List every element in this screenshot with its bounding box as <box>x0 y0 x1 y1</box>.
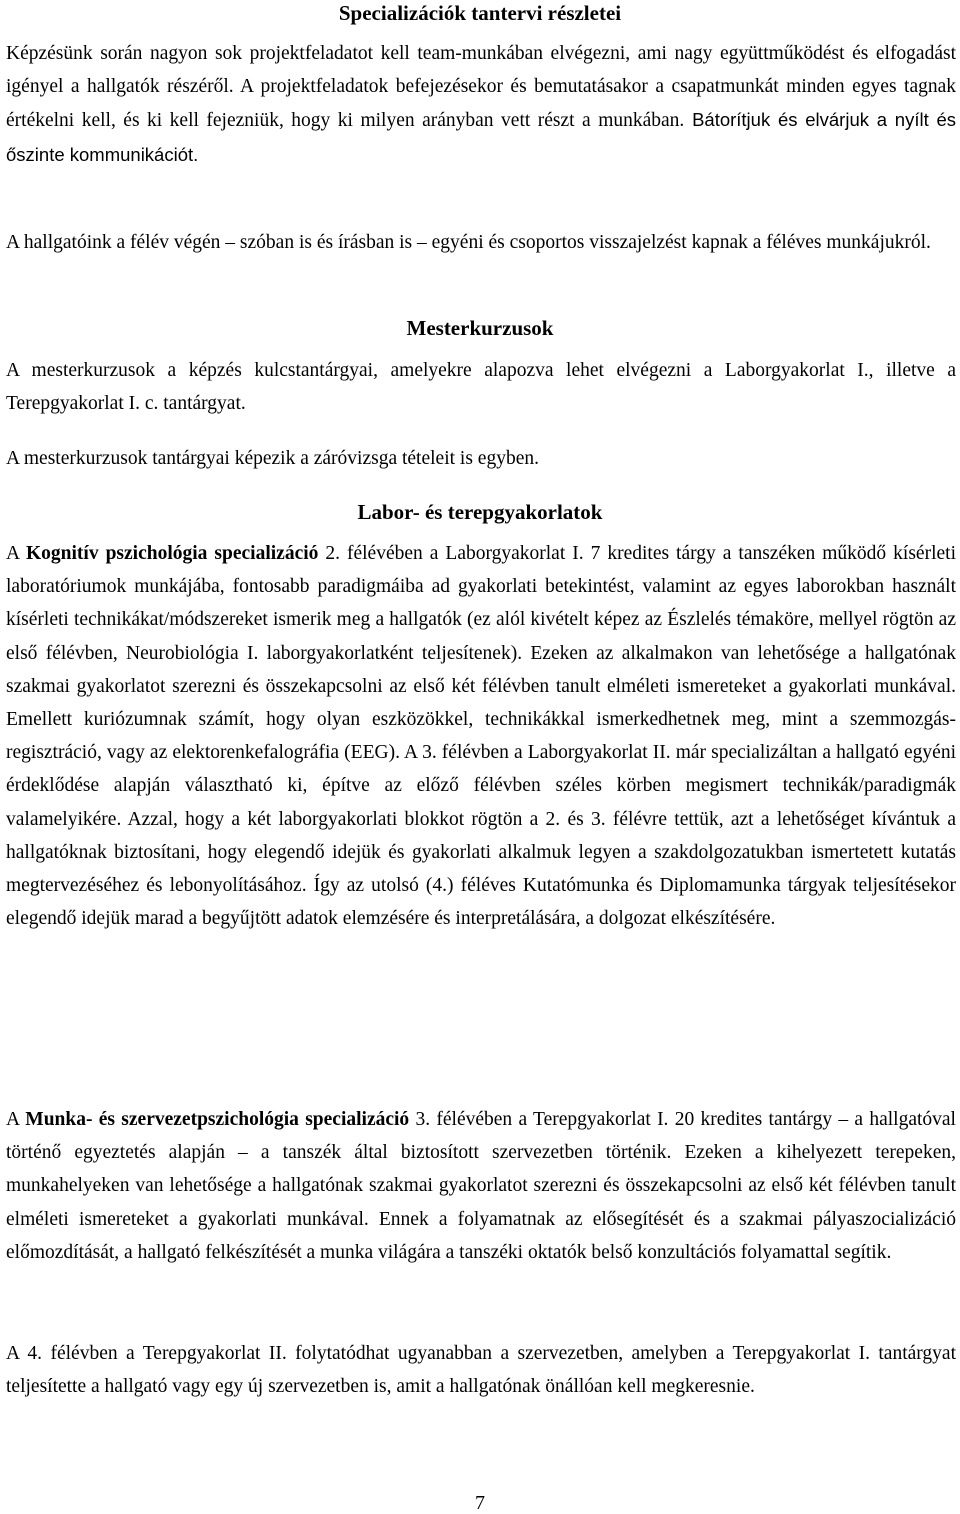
work-text: 3. félévében a Terepgyakorlat I. 20 kredites tantárgy – a hallgatóval történő egyeztetés alapján – a tanszék által biztosított szervezetben történik. Ezeken a kihelyezett terepeken, munkahelyeken van lehetősége a hallgatónak szakmai gyakorlatot szerezni és összekapcsolni az első két félévben tanult elméleti ismereteket a gyakorlati munkával. Ennek a folyamatnak az elősegítését és a szakmai pályaszocializáció előmozdítását, a hallgató felkészítését a munka világára a tanszéki oktatók belső konzultációs folyamattal segítik. <box>6 1109 956 1263</box>
work-specialization-name: Munka- és szervezetpszichológia specializáció <box>25 1109 410 1130</box>
cognitive-specialization-paragraph <box>6 537 956 935</box>
intro-paragraph-2: A hallgatóink a félév végén – szóban is és írásban is – egyéni és csoportos visszajelzést kapnak a féléves munkájukról. <box>6 232 931 253</box>
cog-prefix: A <box>6 543 26 564</box>
intro-paragraph-1 <box>6 37 956 172</box>
page-number: 7 <box>475 1492 485 1514</box>
intro-text-sans: Bátorítjuk és elvárjuk a nyílt és őszinte kommunikációt. <box>6 109 957 165</box>
work-paragraph-2: A 4. félévben a Terepgyakorlat II. folytatódhat ugyanabban a szervezetben, amelyben a Terepgyakorlat I. tantárgyat teljesítette a hallgató vagy egy új szervezetben is, amit a hallgatónak önállóan kell megkeresnie. <box>6 1343 956 1398</box>
cog-specialization-name: Kognitív pszichológia specializáció <box>26 543 319 564</box>
cog-text: 2. félévében a Laborgyakorlat I. 7 kredites tárgy a tanszéken működő kísérleti laboratóriumok munkájába, fontosabb paradigmáiba ad gyakorlati betekintést, valamint az egyes laborokban használt kísérleti technikákat/módszereket ismerik meg a hallgatók (ez alól kivételt képez az Észlelés témaköre, mellyel rögtön az első félévben, Neurobiológia I. laborgyakorlatként teljesítenek). Ezeken az alkalmakon van lehetősége a hallgatónak szakmai gyakorlatot szerezni és összekapcsolni az első két félévben tanult elméleti ismereteket a gyakorlati munkával. Emellett kuriózumnak számít, hogy olyan eszközökkel, technikákkal ismerkedhetnek meg, mint a szemmozgás-regisztráció, vagy az elektorenkefalográfia (EEG). A 3. félévben a Laborgyakorlat II. már specializáltan a hallgató egyéni érdeklődése alapján választható ki, építve az előző félévben széles körben megismert technikák/paradigmák valamelyikére. Azzal, hogy a két laborgyakorlati blokkot rögtön a 2. és 3. félévre tettük, azt a lehetőséget kívántuk a hallgatóknak biztosítani, hogy elegendő idejük és gyakorlati alkalmuk legyen a szakdolgozatukban ismertetett kutatás megtervezéséhez és lebonyolításához. Így az utolsó (4.) féléves Kutatómunka és Diplomamunka tárgyak teljesítésekor elegendő idejük marad a begyűjtött adatok elemzésére és interpretálására, a dolgozat elkészítésére. <box>6 543 956 930</box>
page-title: Specializációk tantervi részletei <box>338 1 622 25</box>
work-prefix: A <box>6 1109 26 1130</box>
section-heading-mesterkurzusok: Mesterkurzusok <box>406 316 554 340</box>
intro-text-serif: Képzésünk során nagyon sok projektfeladatot kell team-munkában elvégezni, ami nagy együttműködést és elfogadást igényel a hallgatók részéről. A projektfeladatok befejezésekor és bemutatásakor a csapatmunkát minden egyes tagnak értékelni kell, és ki kell fejezniük, hogy ki milyen arányban vett részt a munkában. <box>6 43 956 132</box>
section-heading-labor: Labor- és terepgyakorlatok <box>357 500 603 524</box>
work-specialization-paragraph <box>6 1103 956 1269</box>
master-paragraph-2: A mesterkurzusok tantárgyai képezik a záróvizsga tételeit is egyben. <box>6 448 539 469</box>
master-paragraph-1: A mesterkurzusok a képzés kulcstantárgyai, amelyekre alapozva lehet elvégezni a Laborgyakorlat I., illetve a Terepgyakorlat I. c. tantárgyat. <box>6 360 956 415</box>
